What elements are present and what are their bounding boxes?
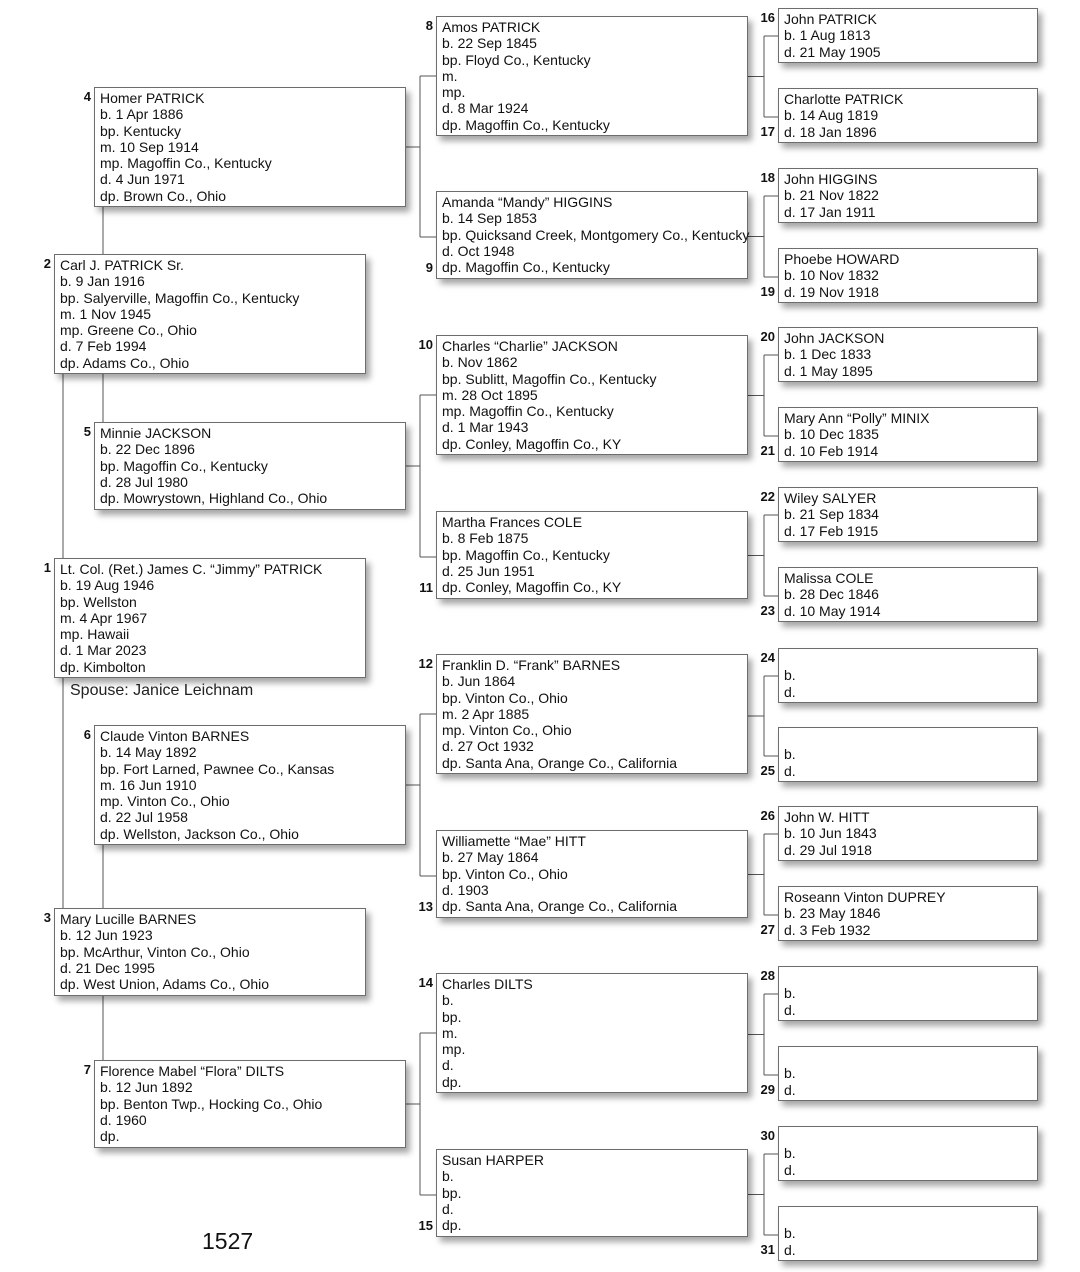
person-fact: b. — [784, 1065, 796, 1082]
person-fact: mp. Magoffin Co., Kentucky — [442, 403, 614, 420]
ahnentafel-number: 4 — [83, 89, 91, 104]
person-box-11[interactable] — [436, 511, 748, 599]
person-fact: d. — [784, 683, 796, 700]
person-name — [784, 1129, 1037, 1145]
person-name — [784, 1049, 1037, 1065]
person-name: Mary Lucille BARNES — [60, 911, 197, 927]
person-fact: d. 27 Oct 1932 — [442, 738, 534, 755]
person-fact: m. — [442, 1024, 458, 1041]
person-box-26[interactable] — [778, 806, 1038, 861]
person-fact: d. 1960 — [100, 1111, 147, 1128]
ahnentafel-number: 30 — [760, 1128, 775, 1143]
person-fact: dp. Brown Co., Ohio — [100, 187, 227, 204]
person-fact: bp. Sublitt, Magoffin Co., Kentucky — [442, 370, 657, 387]
person-fact: d. 21 May 1905 — [784, 43, 881, 60]
person-box-16[interactable] — [778, 8, 1038, 63]
person-fact: bp. Kentucky — [100, 122, 181, 139]
person-fact: b. 23 May 1846 — [784, 905, 881, 922]
person-name: John HIGGINS — [784, 171, 878, 187]
person-fact: m. 10 Sep 1914 — [100, 138, 199, 155]
person-fact: b. 22 Sep 1845 — [442, 35, 537, 52]
person-fact: b. Jun 1864 — [442, 673, 516, 690]
person-fact: bp. Vinton Co., Ohio — [442, 689, 568, 706]
ahnentafel-number: 6 — [83, 727, 91, 742]
person-box-22[interactable] — [778, 487, 1038, 542]
person-fact: mp. Magoffin Co., Kentucky — [100, 155, 272, 172]
person-fact: bp. Magoffin Co., Kentucky — [100, 457, 268, 474]
person-box-10[interactable] — [436, 335, 748, 455]
ahnentafel-number: 21 — [760, 442, 775, 458]
person-name: Susan HARPER — [442, 1152, 544, 1168]
person-fact: bp. Floyd Co., Kentucky — [442, 51, 591, 68]
person-fact: d. 18 Jan 1896 — [784, 123, 877, 140]
person-fact: d. 10 Feb 1914 — [784, 442, 879, 459]
person-fact: d. 28 Jul 1980 — [100, 473, 188, 490]
person-box-14[interactable] — [436, 973, 748, 1093]
person-fact: dp. Wellston, Jackson Co., Ohio — [100, 825, 299, 842]
person-fact: bp. — [442, 1184, 462, 1201]
person-fact: dp. Conley, Magoffin Co., KY — [442, 435, 622, 452]
person-fact: m. — [442, 67, 458, 84]
person-name — [784, 730, 1037, 746]
ahnentafel-number: 12 — [418, 656, 433, 671]
person-fact: bp. — [442, 1008, 462, 1025]
ahnentafel-number: 29 — [760, 1081, 775, 1097]
person-box-31[interactable] — [778, 1206, 1038, 1261]
person-fact: d. 19 Nov 1918 — [784, 283, 879, 300]
person-fact: d. 29 Jul 1918 — [784, 841, 872, 858]
person-fact: bp. Salyerville, Magoffin Co., Kentucky — [60, 289, 300, 306]
ahnentafel-number: 31 — [760, 1241, 775, 1257]
person-box-27[interactable] — [778, 886, 1038, 941]
person-fact: b. 21 Nov 1822 — [784, 187, 879, 204]
ahnentafel-number: 27 — [760, 921, 775, 937]
person-box-9[interactable] — [436, 191, 748, 279]
ahnentafel-number: 3 — [43, 910, 51, 925]
person-fact: b. 12 Jun 1892 — [100, 1079, 193, 1096]
person-fact: b. — [784, 746, 796, 763]
person-fact: bp. Wellston — [60, 593, 137, 610]
person-box-5[interactable] — [94, 422, 406, 510]
person-fact: b. 19 Aug 1946 — [60, 577, 155, 594]
ahnentafel-number: 15 — [418, 1217, 433, 1233]
person-name: Minnie JACKSON — [100, 425, 212, 441]
person-name: Charles DILTS — [442, 976, 533, 992]
person-fact: d. — [442, 1057, 454, 1074]
person-fact: d. — [442, 1200, 454, 1217]
person-box-4[interactable] — [94, 87, 406, 207]
ahnentafel-number: 22 — [760, 489, 775, 504]
person-fact: mp. Hawaii — [60, 626, 130, 643]
person-fact: dp. Adams Co., Ohio — [60, 354, 190, 371]
person-fact: m. 16 Jun 1910 — [100, 776, 197, 793]
person-name: Phoebe HOWARD — [784, 251, 900, 267]
person-fact: b. 1 Aug 1813 — [784, 27, 871, 44]
person-name: Claude Vinton BARNES — [100, 728, 250, 744]
person-fact: b. — [784, 1225, 796, 1242]
person-fact: b. 1 Dec 1833 — [784, 346, 872, 363]
person-fact: d. 4 Jun 1971 — [100, 171, 185, 188]
person-box-28[interactable] — [778, 966, 1038, 1021]
person-fact: d. 22 Jul 1958 — [100, 809, 188, 826]
person-name: Amos PATRICK — [442, 19, 541, 35]
person-box-21[interactable] — [778, 407, 1038, 462]
person-fact: mp. — [442, 1041, 466, 1058]
person-name: Carl J. PATRICK Sr. — [60, 257, 184, 273]
person-fact: dp. Santa Ana, Orange Co., California — [442, 898, 678, 915]
person-box-19[interactable] — [778, 248, 1038, 303]
person-name — [784, 1209, 1037, 1225]
ahnentafel-number: 7 — [83, 1062, 91, 1077]
person-box-29[interactable] — [778, 1046, 1038, 1101]
ahnentafel-number: 16 — [760, 10, 775, 25]
person-fact: d. 17 Jan 1911 — [784, 203, 876, 220]
person-fact: b. 22 Dec 1896 — [100, 441, 195, 458]
person-fact: dp. — [100, 1128, 120, 1145]
person-name: Homer PATRICK — [100, 90, 205, 106]
person-fact: b. 14 May 1892 — [100, 744, 197, 761]
person-box-25[interactable] — [778, 727, 1038, 782]
person-box-12[interactable] — [436, 654, 748, 774]
person-fact: d. 3 Feb 1932 — [784, 921, 871, 938]
person-name: Amanda “Mandy” HIGGINS — [442, 194, 613, 210]
person-name: Franklin D. “Frank” BARNES — [442, 657, 621, 673]
person-fact: b. 21 Sep 1834 — [784, 506, 879, 523]
person-fact: mp. — [442, 84, 466, 101]
ahnentafel-number: 18 — [760, 170, 775, 185]
person-fact: b. 8 Feb 1875 — [442, 530, 529, 547]
person-box-30[interactable] — [778, 1126, 1038, 1181]
person-fact: b. — [784, 985, 796, 1002]
ahnentafel-number: 20 — [760, 329, 775, 344]
ahnentafel-number: 19 — [760, 283, 775, 299]
person-name: Charles “Charlie” JACKSON — [442, 338, 618, 354]
person-fact: b. 1 Apr 1886 — [100, 106, 184, 123]
person-fact: dp. — [442, 1073, 462, 1090]
ahnentafel-number: 11 — [419, 579, 433, 595]
person-fact: bp. Fort Larned, Pawnee Co., Kansas — [100, 760, 335, 777]
person-name: John PATRICK — [784, 11, 877, 27]
person-fact: d. 21 Dec 1995 — [60, 959, 155, 976]
person-fact: m. 2 Apr 1885 — [442, 705, 530, 722]
person-fact: d. 1903 — [442, 881, 489, 898]
person-name: Roseann Vinton DUPREY — [784, 889, 946, 905]
person-fact: b. 9 Jan 1916 — [60, 273, 145, 290]
ahnentafel-number: 2 — [43, 256, 51, 271]
person-box-17[interactable] — [778, 88, 1038, 143]
ahnentafel-number: 17 — [760, 123, 775, 139]
person-box-8[interactable] — [436, 16, 748, 136]
person-box-24[interactable] — [778, 648, 1038, 703]
ahnentafel-number: 26 — [760, 808, 775, 823]
person-fact: bp. Benton Twp., Hocking Co., Ohio — [100, 1095, 323, 1112]
person-fact: mp. Vinton Co., Ohio — [442, 722, 572, 739]
person-fact: bp. Vinton Co., Ohio — [442, 865, 568, 882]
person-fact: b. — [442, 1168, 454, 1185]
person-name — [784, 651, 1037, 667]
person-fact: mp. Vinton Co., Ohio — [100, 793, 230, 810]
person-name: John W. HITT — [784, 809, 870, 825]
ahnentafel-number: 25 — [760, 762, 775, 778]
ahnentafel-number: 1 — [43, 560, 51, 575]
person-fact: bp. Magoffin Co., Kentucky — [442, 546, 610, 563]
page-number: 1527 — [202, 1228, 254, 1254]
person-fact: b. 10 Nov 1832 — [784, 267, 879, 284]
person-fact: b. 14 Sep 1853 — [442, 210, 537, 227]
person-fact: b. — [784, 667, 796, 684]
person-fact: d. — [784, 1001, 796, 1018]
person-fact: d. 7 Feb 1994 — [60, 338, 147, 355]
person-fact: d. — [784, 1081, 796, 1098]
ahnentafel-number: 24 — [760, 650, 775, 665]
person-name: Lt. Col. (Ret.) James C. “Jimmy” PATRICK — [60, 561, 323, 577]
person-fact: bp. Quicksand Creek, Montgomery Co., Kentucky — [442, 226, 750, 243]
person-fact: d. Oct 1948 — [442, 242, 515, 259]
person-fact: dp. Magoffin Co., Kentucky — [442, 259, 610, 276]
person-fact: d. 1 Mar 2023 — [60, 642, 147, 659]
person-fact: d. 1 May 1895 — [784, 362, 873, 379]
person-box-18[interactable] — [778, 168, 1038, 223]
person-fact: dp. West Union, Adams Co., Ohio — [60, 976, 270, 993]
person-name: Martha Frances COLE — [442, 514, 583, 530]
person-box-20[interactable] — [778, 327, 1038, 382]
ahnentafel-number: 8 — [425, 18, 433, 33]
spouse-label: Spouse: Janice Leichnam — [70, 682, 254, 699]
person-name — [784, 969, 1037, 985]
person-box-3[interactable] — [54, 908, 366, 996]
person-fact: dp. Kimbolton — [60, 658, 146, 675]
ahnentafel-number: 5 — [83, 424, 91, 439]
ahnentafel-number: 23 — [760, 602, 775, 618]
person-fact: m. 1 Nov 1945 — [60, 305, 152, 322]
person-fact: d. — [784, 762, 796, 779]
person-name: Mary Ann “Polly” MINIX — [784, 410, 930, 426]
person-name: Wiley SALYER — [784, 490, 877, 506]
person-fact: b. 27 May 1864 — [442, 849, 539, 866]
ahnentafel-number: 13 — [418, 898, 433, 914]
person-fact: d. 17 Feb 1915 — [784, 522, 879, 539]
person-name: Florence Mabel “Flora” DILTS — [100, 1063, 285, 1079]
person-fact: b. — [442, 992, 454, 1009]
person-fact: d. 8 Mar 1924 — [442, 100, 529, 117]
person-fact: b. 14 Aug 1819 — [784, 107, 879, 124]
person-box-1[interactable] — [54, 558, 366, 678]
person-fact: b. Nov 1862 — [442, 354, 518, 371]
ahnentafel-number: 14 — [418, 975, 433, 990]
person-box-15[interactable] — [436, 1149, 748, 1237]
person-fact: dp. — [442, 1217, 462, 1234]
ahnentafel-number: 28 — [760, 968, 775, 983]
person-fact: b. 28 Dec 1846 — [784, 586, 879, 603]
person-fact: m. 28 Oct 1895 — [442, 386, 538, 403]
person-fact: b. 10 Jun 1843 — [784, 825, 877, 842]
person-fact: m. 4 Apr 1967 — [60, 609, 148, 626]
person-fact: bp. McArthur, Vinton Co., Ohio — [60, 943, 250, 960]
person-name: John JACKSON — [784, 330, 885, 346]
person-fact: d. — [784, 1241, 796, 1258]
person-fact: dp. Santa Ana, Orange Co., California — [442, 754, 678, 771]
person-name: Williamette “Mae” HITT — [442, 833, 586, 849]
person-fact: b. — [784, 1145, 796, 1162]
person-fact: b. 10 Dec 1835 — [784, 426, 879, 443]
person-box-23[interactable] — [778, 567, 1038, 622]
ahnentafel-number: 9 — [425, 259, 433, 275]
person-fact: dp. Conley, Magoffin Co., KY — [442, 579, 622, 596]
person-box-6[interactable] — [94, 725, 406, 845]
person-name: Charlotte PATRICK — [784, 91, 904, 107]
person-fact: dp. Magoffin Co., Kentucky — [442, 116, 610, 133]
person-fact: d. — [784, 1161, 796, 1178]
person-fact: d. 1 Mar 1943 — [442, 419, 529, 436]
ahnentafel-number: 10 — [418, 337, 433, 352]
person-name: Malissa COLE — [784, 570, 874, 586]
person-fact: mp. Greene Co., Ohio — [60, 322, 197, 339]
person-box-13[interactable] — [436, 830, 748, 918]
person-fact: d. 10 May 1914 — [784, 602, 881, 619]
person-fact: dp. Mowrystown, Highland Co., Ohio — [100, 490, 328, 507]
person-box-7[interactable] — [94, 1060, 406, 1148]
person-fact: b. 12 Jun 1923 — [60, 927, 153, 944]
person-fact: d. 25 Jun 1951 — [442, 562, 535, 579]
person-box-2[interactable] — [54, 254, 366, 374]
